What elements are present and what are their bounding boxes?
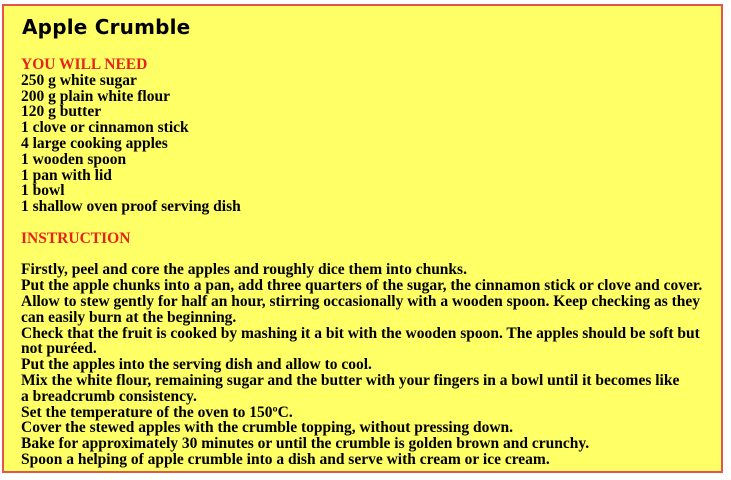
ingredient-item: 4 large cooking apples bbox=[21, 134, 168, 152]
instruction-line: not puréed. bbox=[21, 340, 97, 358]
instruction-line: Check that the fruit is cooked by mashing it a bit with the wooden spoon. The apples should be soft but bbox=[21, 324, 700, 342]
instruction-line: Firstly, peel and core the apples and roughly dice them into chunks. bbox=[21, 261, 467, 279]
instruction-line: Mix the white flour, remaining sugar and the butter with your fingers in a bowl until it becomes like bbox=[21, 371, 680, 389]
instruction-line: Put the apples into the serving dish and allow to cool. bbox=[21, 356, 372, 374]
ingredient-item: 250 g white sugar bbox=[21, 71, 137, 89]
instruction-line: Spoon a helping of apple crumble into a dish and serve with cream or ice cream. bbox=[21, 450, 550, 468]
section-spacer bbox=[21, 215, 717, 231]
instruction-line: a breadcrumb consistency. bbox=[21, 387, 197, 405]
ingredient-item: 1 shallow oven proof serving dish bbox=[21, 198, 241, 216]
ingredient-item: 1 bowl bbox=[21, 182, 65, 200]
ingredients-heading: YOU WILL NEED bbox=[21, 56, 148, 73]
instruction-line: Cover the stewed apples with the crumble topping, without pressing down. bbox=[21, 419, 514, 437]
ingredient-item: 1 wooden spoon bbox=[21, 150, 127, 168]
instruction-line: Allow to stew gently for half an hour, stirring occasionally with a wooden spoon. Keep checking as they bbox=[21, 292, 701, 310]
section-spacer bbox=[21, 247, 717, 263]
recipe-title: Apple Crumble bbox=[22, 15, 191, 39]
instructions-heading: INSTRUCTION bbox=[21, 229, 131, 247]
instructions-list bbox=[21, 262, 717, 467]
recipe-card bbox=[2, 4, 723, 473]
instruction-line: can easily burn at the beginning. bbox=[21, 308, 237, 326]
instruction-line: Put the apple chunks into a pan, add three quarters of the sugar, the cinnamon stick or clove and cover. bbox=[21, 277, 703, 295]
ingredient-item: 1 clove or cinnamon stick bbox=[21, 119, 189, 137]
ingredient-item: 120 g butter bbox=[21, 103, 102, 121]
recipe-content bbox=[21, 57, 717, 468]
instruction-line: Bake for approximately 30 minutes or until the crumble is golden brown and crunchy. bbox=[21, 435, 590, 453]
ingredient-item: 200 g plain white flour bbox=[21, 87, 170, 105]
ingredient-item: 1 pan with lid bbox=[21, 166, 112, 184]
instruction-line: Set the temperature of the oven to 150ºC. bbox=[21, 403, 293, 421]
ingredients-list bbox=[21, 73, 717, 215]
